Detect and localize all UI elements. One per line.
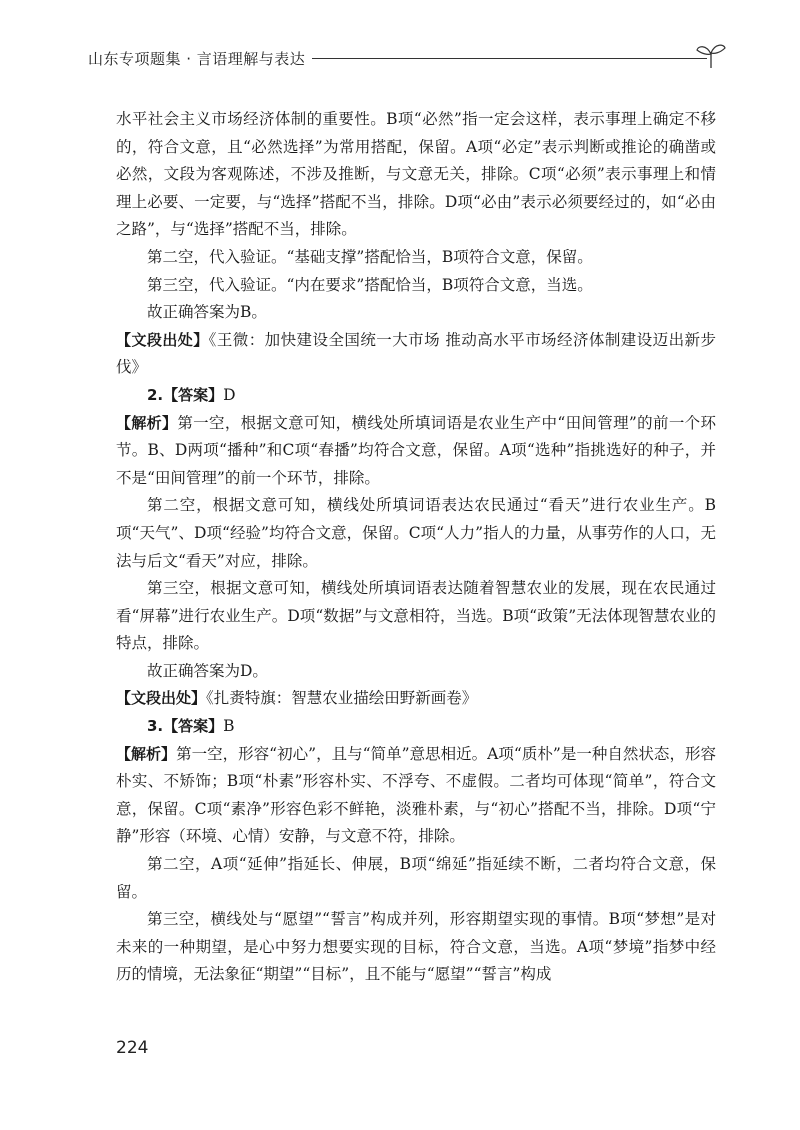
- paragraph-b14: [116, 851, 716, 906]
- page-body: [116, 106, 716, 989]
- paragraph-b11: [116, 685, 716, 713]
- paragraph-b10: [116, 658, 716, 686]
- paragraph-text: 第二空，根据文意可知，横线处所填词语表达农民通过“看天”进行农业生产。B项“天气”、D项“经验”均符合文意，保留。C项“人力”指人的力量，从事劳作的人口，无法与后文“看天”对应，排除。: [116, 496, 716, 570]
- paragraph-text: D: [223, 385, 236, 404]
- paragraph-text: 第一空，形容“初心”，且与“简单”意思相近。A项“质朴”是一种自然状态，形容朴实、不矫饰；B项“朴素”形容朴实、不浮夸、不虚假。二者均可体现“简单”，符合文意，保留。C项“素净”形容色彩不鲜艳，淡雅朴素，与“初心”搭配不当，排除。D项“宁静”形容（环境、心情）安静，与文意不符，排除。: [116, 744, 716, 846]
- paragraph-b6: [116, 382, 716, 410]
- paragraph-text: 《扎赉特旗：智慧农业描绘田野新画卷》: [206, 689, 478, 708]
- paragraph-b3: [116, 272, 716, 300]
- paragraph-text: 第一空，根据文意可知，横线处所填词语是农业生产中“田间管理”的前一个环节。B、D两项“播种”和C项“春播”均符合文意，保留。A项“选种”指挑选好的种子，并不是“田间管理”的前一个环节，排除。: [116, 413, 716, 487]
- page-number: 224: [116, 1038, 149, 1058]
- paragraph-b8: [116, 492, 716, 575]
- paragraph-text: 水平社会主义市场经济体制的重要性。B项“必然”指一定会这样，表示事理上确定不移的，符合文意，且“必然选择”为常用搭配，保留。A项“必定”表示判断或推论的确凿或必然，文段为客观陈述，不涉及推断，与文意无关，排除。C项“必须”表示事理上和情理上必要、一定要，与“选择”搭配不当，排除。D项“必由”表示必须要经过的，如“必由之路”，与“选择”搭配不当，排除。: [116, 110, 716, 239]
- paragraph-b5: [116, 327, 716, 382]
- paragraph-b1: [116, 106, 716, 244]
- paragraph-label: 【解析】: [116, 413, 178, 432]
- paragraph-text: 故正确答案为B。: [147, 303, 267, 322]
- header-title: 山东专项题集 · 言语理解与表达: [88, 50, 306, 68]
- paragraph-text: 第二空，代入验证。“基础支撑”搭配恰当，B项符合文意，保留。: [147, 247, 593, 266]
- running-header: [82, 36, 722, 76]
- paragraph-b4: [116, 299, 716, 327]
- paragraph-b9: [116, 575, 716, 658]
- paragraph-text: 故正确答案为D。: [147, 661, 268, 680]
- paragraph-b7: [116, 410, 716, 493]
- paragraph-label: 【文段出处】: [116, 689, 207, 708]
- paragraph-label: 【文段出处】: [116, 330, 209, 349]
- paragraph-text: 《王微：加快建设全国统一大市场 推动高水平市场经济体制建设迈出新步伐》: [116, 330, 716, 377]
- paragraph-label: 【解析】: [116, 744, 177, 763]
- paragraph-label: 2.【答案】: [147, 385, 224, 404]
- paragraph-b13: [116, 741, 716, 851]
- paragraph-text: B: [223, 717, 235, 736]
- paragraph-text: 第三空，根据文意可知，横线处所填词语表达随着智慧农业的发展，现在农民通过看“屏幕”进行农业生产。D项“数据”与文意相符，当选。B项“政策”无法体现智慧农业的特点，排除。: [116, 579, 716, 653]
- paragraph-b15: [116, 906, 716, 989]
- paragraph-text: 第三空，代入验证。“内在要求”搭配恰当，B项符合文意，当选。: [147, 275, 593, 294]
- paragraph-text: 第三空，横线处与“愿望”“誓言”构成并列，形容期望实现的事情。B项“梦想”是对未来的一种期望，是心中努力想要实现的目标，符合文意，当选。A项“梦境”指梦中经历的情境，无法象征“期望”“目标”，且不能与“愿望”“誓言”构成: [116, 910, 716, 984]
- sprout-icon: [694, 40, 728, 70]
- paragraph-b12: [116, 713, 716, 741]
- header-rule: [312, 58, 707, 59]
- paragraph-label: 3.【答案】: [147, 717, 224, 736]
- paragraph-b2: [116, 244, 716, 272]
- paragraph-text: 第二空，A项“延伸”指延长、伸展，B项“绵延”指延续不断，二者均符合文意，保留。: [116, 855, 716, 901]
